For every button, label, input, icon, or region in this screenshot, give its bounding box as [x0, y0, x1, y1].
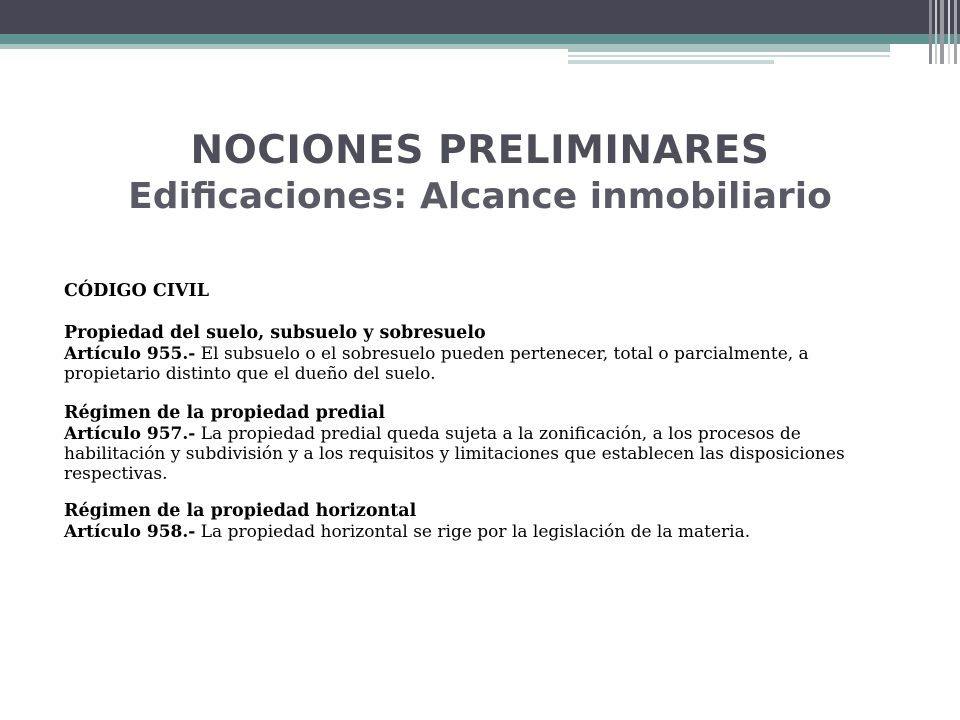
corner-stripe [948, 0, 950, 64]
article-paragraph [64, 344, 904, 384]
code-heading: CÓDIGO CIVIL [64, 281, 209, 301]
header-band-pale [0, 44, 568, 49]
article-label: Artículo 955.- [64, 344, 196, 364]
header-band-accent [0, 34, 960, 44]
corner-stripe [929, 0, 932, 64]
header-band-pale-right [568, 44, 890, 52]
header-rule [568, 55, 890, 57]
slide-body [64, 280, 904, 542]
article-label: Artículo 957.- [64, 424, 196, 444]
article-paragraph [64, 424, 904, 484]
slide-subtitle: Edificaciones: Alcance inmobiliario [128, 176, 832, 217]
slide-title-block [60, 128, 900, 220]
header-band-dark [0, 0, 960, 34]
article-paragraph [64, 522, 904, 542]
section-heading: Régimen de la propiedad horizontal [64, 501, 417, 521]
section-heading: Régimen de la propiedad predial [64, 403, 386, 423]
article-label: Artículo 958.- [64, 522, 196, 542]
article-text: El subsuelo o el sobresuelo pueden pertenecer, total o parcialmente, a propietario distinto que el dueño del suelo. [64, 344, 809, 384]
corner-stripe [940, 0, 944, 64]
slide-title: NOCIONES PRELIMINARES [190, 128, 770, 173]
corner-stripe [954, 0, 957, 64]
article-text: La propiedad horizontal se rige por la legislación de la materia. [195, 522, 751, 542]
section-heading: Propiedad del suelo, subsuelo y sobresuelo [64, 323, 486, 343]
corner-stripe [935, 0, 937, 64]
article-text: La propiedad predial queda sujeta a la zonificación, a los procesos de habilitación y subdivisión y a los requisitos y limitaciones que establecen las disposiciones respectivas. [64, 424, 845, 484]
header-rule-short [568, 60, 774, 64]
